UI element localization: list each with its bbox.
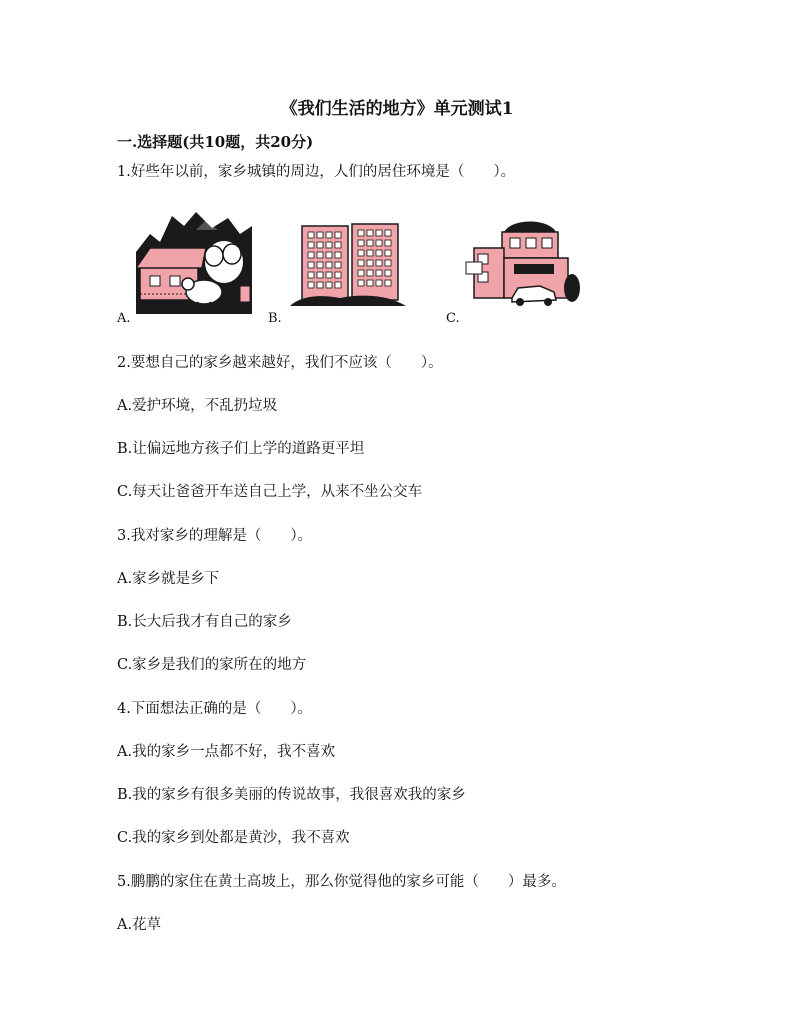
question-2-stem: 2.要想自己的家乡越来越好，我们不应该（ ）。 bbox=[117, 355, 443, 371]
window-icon bbox=[335, 282, 341, 288]
apartment-buildings-picture bbox=[290, 222, 406, 306]
window-icon bbox=[308, 272, 314, 278]
q5-option-a: A.花草 bbox=[117, 917, 162, 933]
window-icon bbox=[326, 242, 332, 248]
villa-picture bbox=[464, 218, 582, 308]
q2-option-c: C.每天让爸爸开车送自己上学，从来不坐公交车 bbox=[117, 484, 423, 500]
window-icon bbox=[335, 252, 341, 258]
window-icon bbox=[317, 282, 323, 288]
q2-option-a: A.爱护环境，不乱扔垃圾 bbox=[117, 398, 278, 414]
window-icon bbox=[376, 250, 382, 256]
window-icon bbox=[367, 270, 373, 276]
window-icon bbox=[326, 282, 332, 288]
q4-option-c: C.我的家乡到处都是黄沙，我不喜欢 bbox=[117, 830, 350, 846]
window-icon bbox=[376, 260, 382, 266]
window-icon bbox=[385, 230, 391, 236]
window-icon bbox=[385, 280, 391, 286]
window-icon bbox=[358, 240, 364, 246]
window-icon bbox=[376, 230, 382, 236]
tree-icon bbox=[204, 240, 244, 284]
window-icon bbox=[358, 250, 364, 256]
question-4-stem: 4.下面想法正确的是（ ）。 bbox=[117, 701, 313, 717]
window-icon bbox=[367, 280, 373, 286]
window-icon bbox=[385, 260, 391, 266]
window-icon bbox=[317, 272, 323, 278]
window-icon bbox=[385, 270, 391, 276]
q3-option-b: B.长大后我才有自己的家乡 bbox=[117, 614, 292, 630]
window-icon bbox=[326, 272, 332, 278]
window-icon bbox=[367, 230, 373, 236]
window-icon bbox=[376, 240, 382, 246]
window-icon bbox=[326, 262, 332, 268]
window-icon bbox=[367, 250, 373, 256]
window-icon bbox=[308, 252, 314, 258]
window-icon bbox=[358, 280, 364, 286]
q1-option-b: B. bbox=[268, 311, 282, 326]
window-icon bbox=[376, 270, 382, 276]
q4-option-a: A.我的家乡一点都不好，我不喜欢 bbox=[117, 744, 336, 760]
window-icon bbox=[335, 242, 341, 248]
section-heading: 一.选择题(共10题，共20分) bbox=[117, 133, 314, 151]
window-icon bbox=[367, 240, 373, 246]
window-icon bbox=[358, 270, 364, 276]
q4-option-b: B.我的家乡有很多美丽的传说故事，我很喜欢我的家乡 bbox=[117, 787, 466, 803]
question-5-stem: 5.鹏鹏的家住在黄土高坡上，那么你觉得他的家乡可能（ ）最多。 bbox=[117, 874, 566, 890]
window-icon bbox=[335, 272, 341, 278]
window-icon bbox=[317, 242, 323, 248]
window-icon bbox=[308, 282, 314, 288]
window-icon bbox=[317, 252, 323, 258]
q2-option-b: B.让偏远地方孩子们上学的道路更平坦 bbox=[117, 441, 365, 457]
window-icon bbox=[317, 232, 323, 238]
q1-option-a: A. bbox=[117, 311, 131, 326]
q3-option-c: C.家乡是我们的家所在的地方 bbox=[117, 657, 307, 673]
window-icon bbox=[385, 240, 391, 246]
window-icon bbox=[326, 232, 332, 238]
window-icon bbox=[317, 262, 323, 268]
window-icon bbox=[376, 280, 382, 286]
window-icon bbox=[308, 262, 314, 268]
page-title: 《我们生活的地方》单元测试1 bbox=[280, 99, 514, 119]
question-3-stem: 3.我对家乡的理解是（ ）。 bbox=[117, 528, 313, 544]
building-icon bbox=[302, 224, 398, 300]
question-1-stem: 1.好些年以前，家乡城镇的周边，人们的居住环境是（ ）。 bbox=[117, 164, 516, 180]
window-icon bbox=[358, 230, 364, 236]
village-house-picture bbox=[136, 212, 252, 314]
window-icon bbox=[335, 262, 341, 268]
window-icon bbox=[385, 250, 391, 256]
q1-option-c: C. bbox=[446, 311, 460, 326]
window-icon bbox=[308, 232, 314, 238]
q3-option-a: A.家乡就是乡下 bbox=[117, 571, 220, 587]
window-icon bbox=[335, 232, 341, 238]
window-icon bbox=[367, 260, 373, 266]
window-icon bbox=[308, 242, 314, 248]
window-icon bbox=[358, 260, 364, 266]
window-icon bbox=[326, 252, 332, 258]
